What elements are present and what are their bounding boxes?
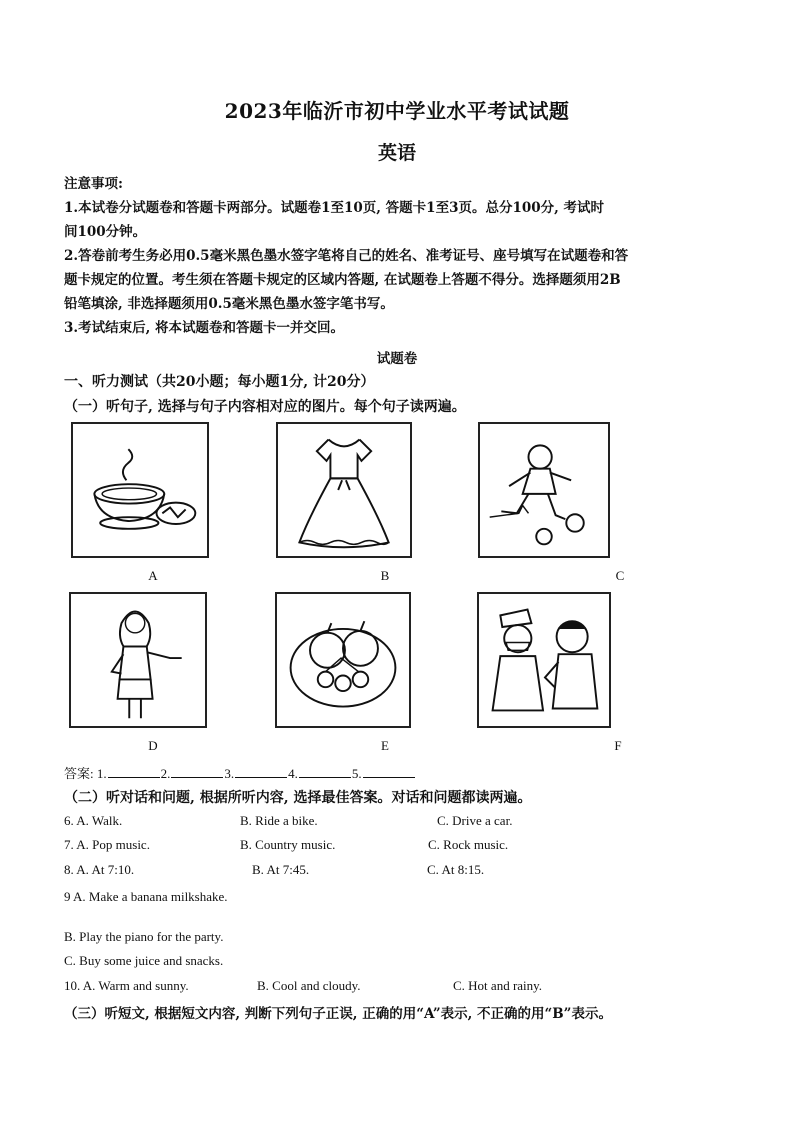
exam-subject: 英语 — [377, 142, 416, 164]
notice-block — [64, 172, 734, 340]
picture-e-label: E — [381, 738, 389, 753]
answer-prefix: 答案: 1. — [64, 766, 107, 781]
picture-b — [276, 422, 412, 558]
q10-option-b: B. Cool and cloudy. — [257, 978, 361, 993]
part-2-heading: （二）听对话和问题, 根据所听内容, 选择最佳答案。对话和问题都读两遍。 — [64, 790, 532, 806]
q10-option-a: 10. A. Warm and sunny. — [64, 978, 189, 993]
answer-blank-4[interactable] — [299, 767, 351, 778]
q6-option-a: 6. A. Walk. — [64, 813, 123, 828]
q6-option-b: B. Ride a bike. — [240, 813, 318, 828]
answer-blank-5[interactable] — [363, 767, 415, 778]
q8-option-a: 8. A. At 7:10. — [64, 862, 135, 877]
notice-item-2-line-3: 铅笔填涂, 非选择题须用0.5毫米黑色墨水签字笔书写。 — [64, 296, 394, 312]
answer-num-5: 5. — [351, 766, 362, 781]
answer-num-3: 3. — [224, 766, 235, 781]
paper-label: 试题卷 — [376, 351, 418, 367]
q6-option-c: C. Drive a car. — [437, 813, 513, 828]
dress-icon — [278, 424, 410, 556]
section-1-heading: 一、听力测试（共20小题；每小题1分, 计20分） — [64, 374, 375, 390]
q9-option-b: B. Play the piano for the party. — [64, 929, 224, 944]
notice-item-2-line-1: 2.答卷前考生务必用0.5毫米黑色墨水签字笔将自己的姓名、准考证号、座号填写在试题卷和答 — [64, 248, 629, 264]
q8-option-c: C. At 8:15. — [427, 862, 485, 877]
part-3-heading: （三）听短文, 根据短文内容, 判断下列句子正误, 正确的用“A”表示, 不正确的用“B”表示。 — [64, 1006, 612, 1022]
answer-blank-1[interactable] — [108, 767, 160, 778]
notice-item-3: 3.考试结束后, 将本试题卷和答题卡一并交回。 — [64, 320, 344, 336]
part-1-heading: （一）听句子, 选择与句子内容相对应的图片。每个句子读两遍。 — [64, 399, 466, 415]
picture-f — [477, 592, 611, 728]
doctor-and-patient-icon — [479, 594, 609, 726]
q7-option-c: C. Rock music. — [428, 837, 509, 852]
notice-item-2-line-2: 题卡规定的位置。考生须在答题卡规定的区域内答题, 在试题卷上答题不得分。选择题须用2B — [64, 272, 621, 288]
picture-d — [69, 592, 207, 728]
answer-line — [64, 763, 416, 782]
picture-c — [478, 422, 610, 558]
q10-option-c: C. Hot and rainy. — [453, 978, 543, 993]
answer-num-2: 2. — [160, 766, 171, 781]
picture-a — [71, 422, 209, 558]
answer-num-4: 4. — [288, 766, 298, 781]
picture-d-label: D — [148, 738, 158, 753]
picture-a-label: A — [148, 568, 158, 583]
picture-b-label: B — [380, 568, 390, 583]
q7-option-a: 7. A. Pop music. — [64, 837, 150, 852]
boy-playing-soccer-icon — [480, 424, 608, 556]
picture-f-label: F — [614, 738, 622, 753]
notice-heading: 注意事项: — [64, 176, 123, 192]
q7-option-b: B. Country music. — [240, 837, 336, 852]
q9-option-c: C. Buy some juice and snacks. — [64, 953, 224, 968]
answer-blank-3[interactable] — [235, 767, 287, 778]
woman-presenting-icon — [71, 594, 205, 726]
notice-item-1-line-1: 1.本试卷分试题卷和答题卡两部分。试题卷1至10页, 答题卡1至3页。总分100分, 考试时 — [64, 200, 605, 216]
q9-option-a: 9 A. Make a banana milkshake. — [64, 889, 228, 904]
picture-c-label: C — [615, 568, 625, 583]
notice-item-1-line-2: 间100分钟。 — [64, 224, 147, 240]
picture-e — [275, 592, 411, 728]
fruit-plate-icon — [277, 594, 409, 726]
answer-blank-2[interactable] — [171, 767, 223, 778]
exam-title: 2023年临沂市初中学业水平考试试题 — [224, 99, 570, 123]
q8-option-b: B. At 7:45. — [252, 862, 310, 877]
steaming-bowl-icon — [73, 424, 207, 556]
